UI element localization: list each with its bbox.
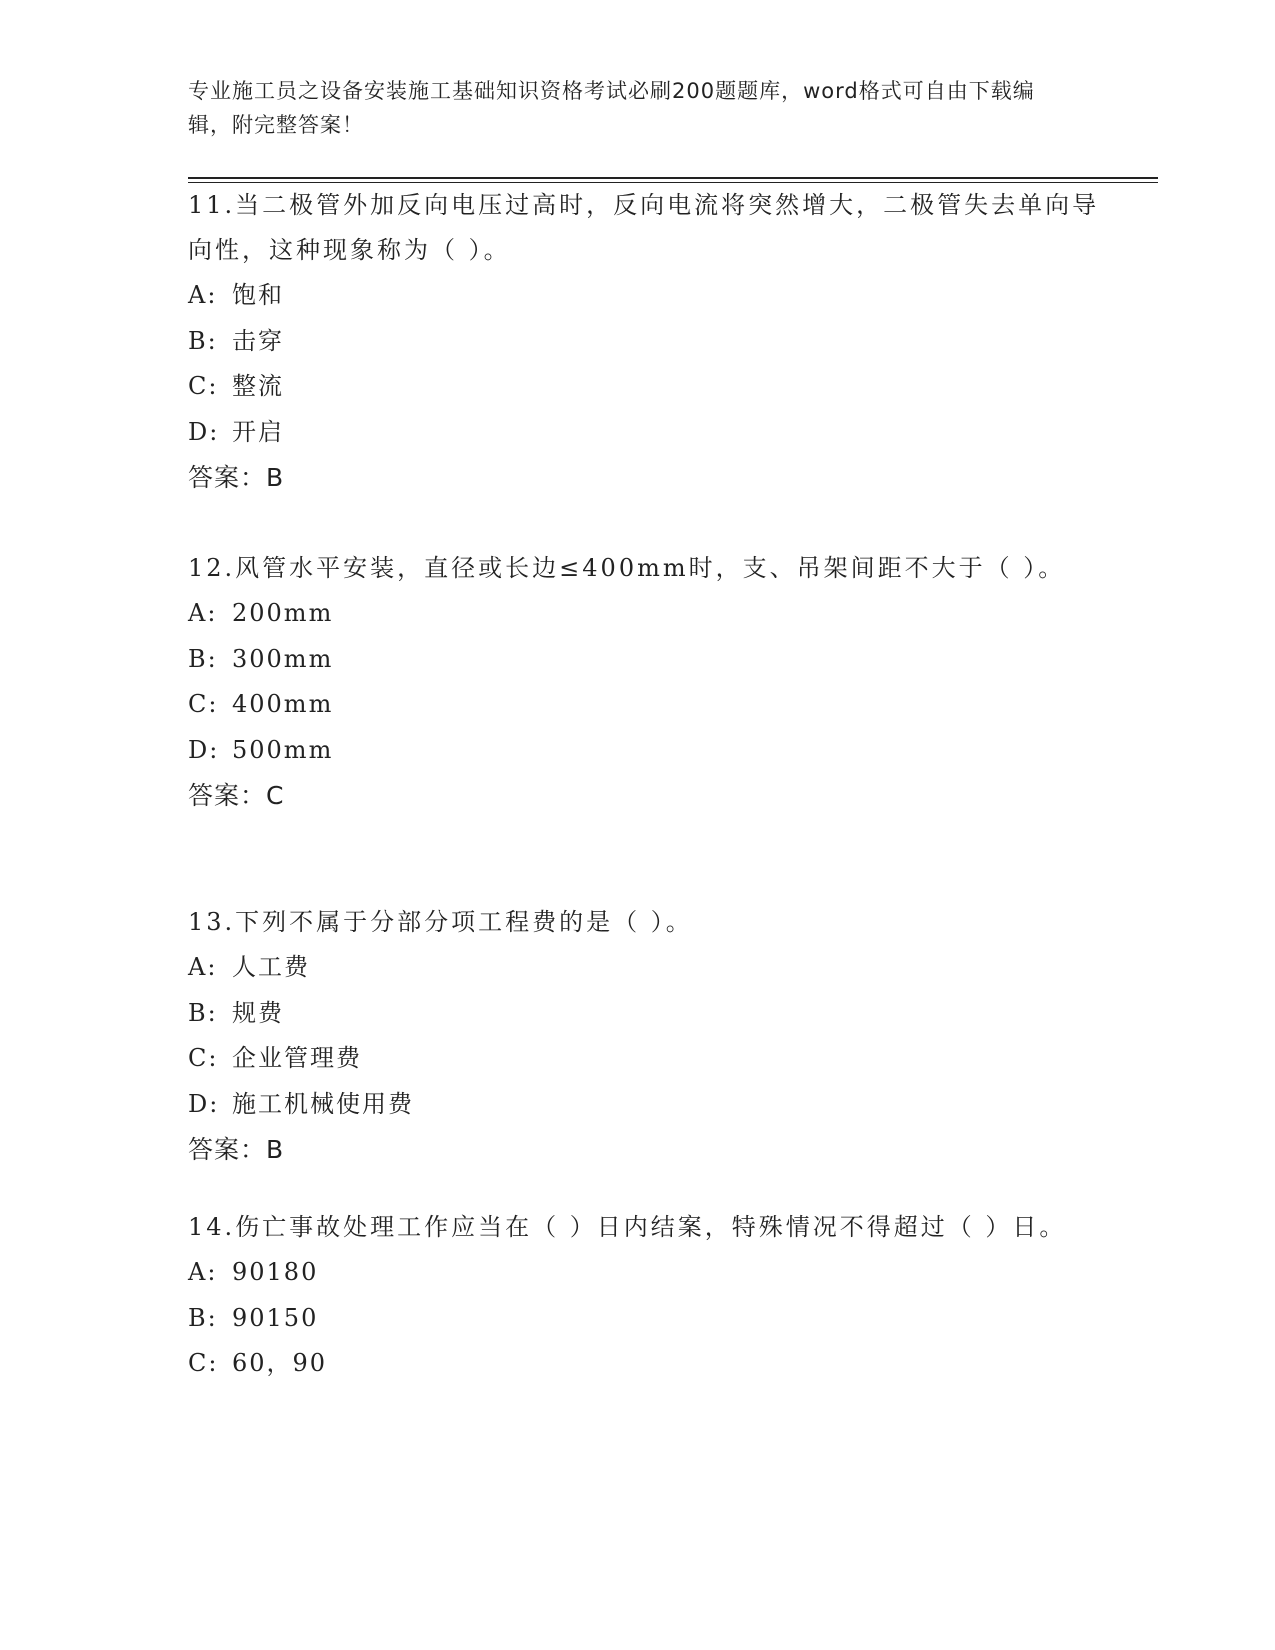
option-a (188, 945, 1108, 991)
option-key: A: (188, 281, 218, 309)
option-b (188, 1296, 1108, 1342)
option-text: 60，90 (232, 1349, 328, 1377)
option-text: 90180 (232, 1258, 319, 1286)
option-d (188, 728, 1108, 774)
option-text: 企业管理费 (232, 1044, 362, 1072)
option-a (188, 591, 1108, 637)
option-text: 400mm (232, 690, 334, 718)
option-c (188, 364, 1108, 410)
question-stem: 13.下列不属于分部分项工程费的是（ ）。 (188, 908, 693, 936)
option-d (188, 410, 1108, 456)
option-key: C: (188, 372, 219, 400)
option-text: 击穿 (232, 326, 284, 355)
option-text: 500mm (232, 735, 334, 764)
option-text: 规费 (232, 998, 284, 1027)
option-d (188, 1082, 1108, 1128)
document-header: 专业施工员之设备安装施工基础知识资格考试必刷200题题库，word格式可自由下载编辑，附完整答案！ (188, 79, 1035, 137)
option-b (188, 637, 1108, 683)
option-text: 施工机械使用费 (232, 1089, 414, 1118)
answer-label: 答案：B (188, 463, 285, 492)
header-divider-thick (188, 177, 1158, 179)
option-key: A: (188, 953, 218, 981)
question-stem: 12.风管水平安装，直径或长边≤400mm时，支、吊架间距不大于（ ）。 (188, 554, 1066, 582)
option-key: D: (188, 417, 220, 446)
option-text: 300mm (232, 644, 334, 673)
question-13 (188, 900, 1108, 1173)
option-key: A: (188, 1258, 218, 1286)
option-text: 人工费 (232, 953, 310, 981)
option-key: C: (188, 1044, 219, 1072)
option-key: B: (188, 644, 218, 673)
option-key: A: (188, 599, 218, 627)
answer-label: 答案：C (188, 781, 285, 810)
option-key: B: (188, 1303, 218, 1332)
option-key: C: (188, 1349, 219, 1377)
option-text: 90150 (232, 1303, 319, 1332)
option-c (188, 682, 1108, 728)
option-text: 饱和 (232, 281, 284, 309)
question-11 (188, 183, 1108, 501)
option-text: 整流 (232, 372, 284, 400)
option-key: B: (188, 326, 218, 355)
option-b (188, 319, 1108, 365)
option-key: B: (188, 998, 218, 1027)
question-stem: 14.伤亡事故处理工作应当在（ ）日内结案，特殊情况不得超过（ ）日。 (188, 1213, 1067, 1241)
question-stem: 11.当二极管外加反向电压过高时，反向电流将突然增大，二极管失去单向导向性，这种现象称为（ ）。 (188, 191, 1100, 264)
option-b (188, 991, 1108, 1037)
option-a (188, 273, 1108, 319)
option-c (188, 1341, 1108, 1387)
option-a (188, 1250, 1108, 1296)
option-c (188, 1036, 1108, 1082)
option-key: D: (188, 735, 220, 764)
answer-label: 答案：B (188, 1135, 285, 1164)
option-text: 开启 (232, 417, 284, 446)
option-key: D: (188, 1089, 220, 1118)
option-key: C: (188, 690, 219, 718)
option-text: 200mm (232, 599, 334, 627)
question-12 (188, 546, 1108, 819)
question-14 (188, 1205, 1108, 1387)
